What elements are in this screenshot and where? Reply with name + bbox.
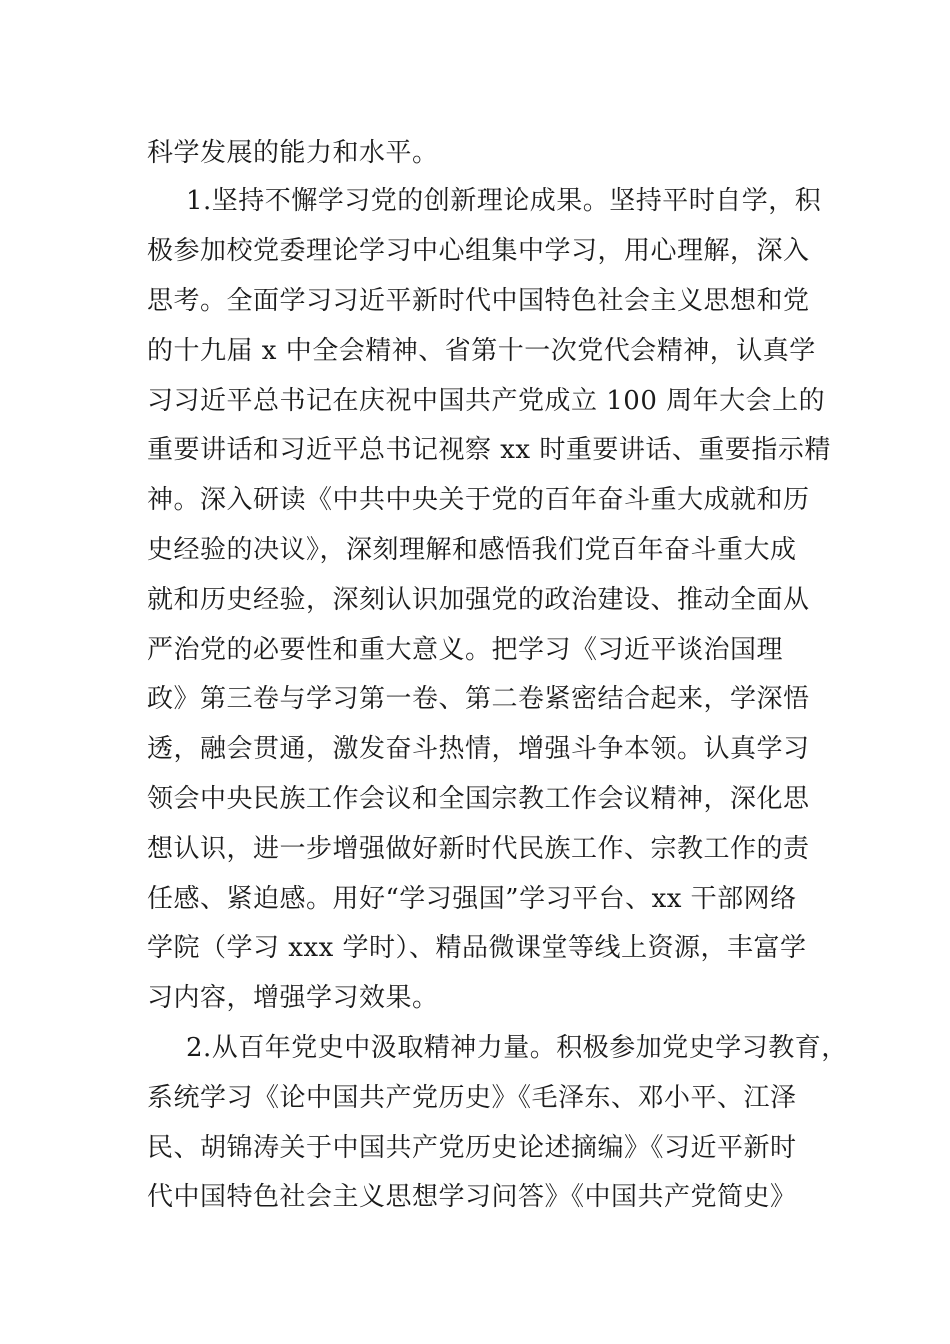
text-line: 1.坚持不懈学习党的创新理论成果。坚持平时自学，积 <box>186 186 822 216</box>
text-line: 神。深入研读《中共中央关于党的百年奋斗重大成就和历 <box>147 485 810 515</box>
text-line: 的十九届 x 中全会精神、省第十一次党代会精神，认真学 <box>147 336 816 366</box>
text-line: 系统学习《论中国共产党历史》《毛泽东、邓小平、江泽 <box>147 1083 797 1113</box>
text-line: 思考。全面学习习近平新时代中国特色社会主义思想和党 <box>147 286 810 316</box>
text-line: 重要讲话和习近平总书记视察 xx 时重要讲话、重要指示精 <box>147 435 831 465</box>
text-line: 极参加校党委理论学习中心组集中学习，用心理解，深入 <box>147 236 810 266</box>
text-line: 代中国特色社会主义思想学习问答》《中国共产党简史》 <box>147 1182 797 1212</box>
text-line: 习习近平总书记在庆祝中国共产党成立 100 周年大会上的 <box>147 386 826 416</box>
text-line: 任感、紧迫感。用好“学习强国”学习平台、xx 干部网络 <box>147 884 797 914</box>
text-line: 民、胡锦涛关于中国共产党历史论述摘编》《习近平新时 <box>147 1133 797 1163</box>
text-line: 就和历史经验，深刻认识加强党的政治建设、推动全面从 <box>147 585 810 615</box>
text-line: 科学发展的能力和水平。 <box>147 138 439 168</box>
text-line: 领会中央民族工作会议和全国宗教工作会议精神，深化思 <box>147 784 810 814</box>
text-line: 史经验的决议》，深刻理解和感悟我们党百年奋斗重大成 <box>147 535 797 565</box>
text-line: 想认识，进一步增强做好新时代民族工作、宗教工作的责 <box>147 834 810 864</box>
text-line: 习内容，增强学习效果。 <box>147 983 439 1013</box>
text-line: 严治党的必要性和重大意义。把学习《习近平谈治国理 <box>147 635 784 665</box>
text-line: 透，融会贯通，激发奋斗热情，增强斗争本领。认真学习 <box>147 734 810 764</box>
text-line: 学院（学习 xxx 学时）、精品微课堂等线上资源，丰富学 <box>147 933 807 963</box>
text-line: 政》第三卷与学习第一卷、第二卷紧密结合起来，学深悟 <box>147 684 810 714</box>
text-line: 2.从百年党史中汲取精神力量。积极参加党史学习教育， <box>186 1033 848 1063</box>
